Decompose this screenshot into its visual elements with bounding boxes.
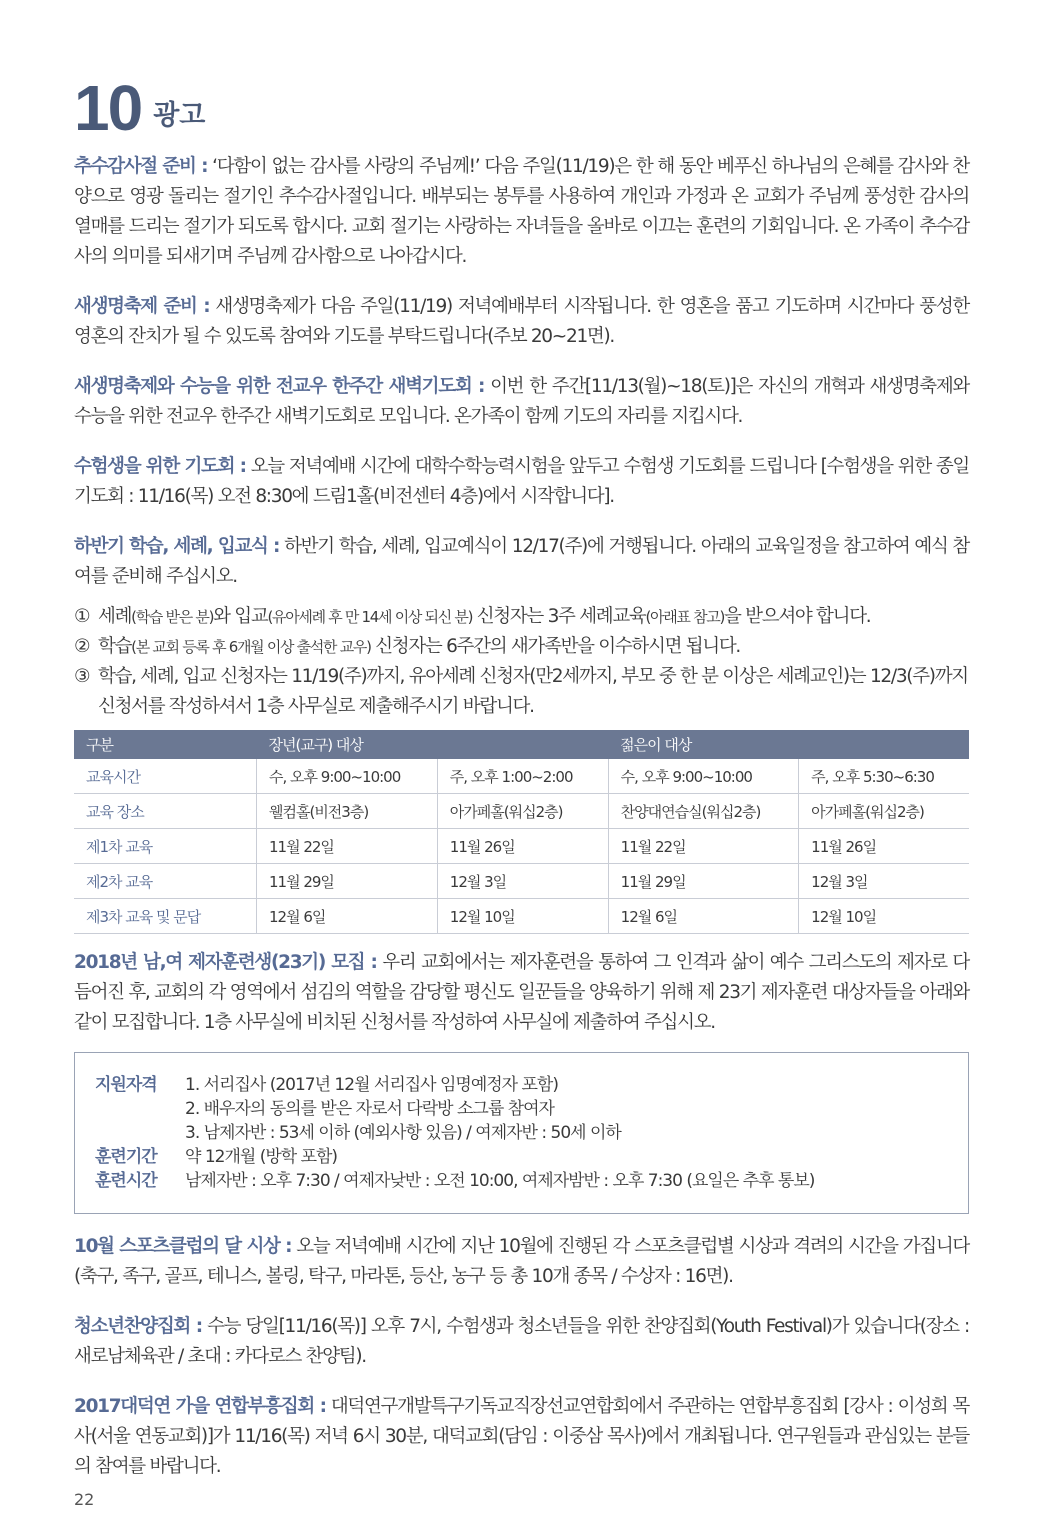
table-cell: 11월 29일: [608, 864, 799, 899]
item-number: ①: [74, 606, 90, 627]
qualification-item: 1. 서리집사 (2017년 12월 서리집사 임명예정자 포함): [185, 1075, 558, 1095]
table-cell: 12월 6일: [257, 899, 438, 934]
table-row: [74, 829, 969, 864]
qualification-item: 3. 남제자반 : 53세 이하 (예외사항 있음) / 여제자반 : 50세 이하: [185, 1123, 621, 1143]
table-row-label: 제1차 교육: [74, 829, 257, 864]
notice-baptism: [74, 532, 969, 592]
table-cell: 12월 3일: [799, 864, 969, 899]
table-cell: 12월 10일: [437, 899, 608, 934]
notice-heading: 2018년 남,여 제자훈련생(23기) 모집 :: [74, 952, 377, 973]
item-text-part: 을 받으셔야 합니다.: [724, 606, 871, 627]
table-header-row: [74, 730, 969, 759]
notice-dawn-prayer: [74, 372, 969, 432]
info-row-qualification: [95, 1073, 948, 1145]
notice-heading: 하반기 학습, 세례, 입교식 :: [74, 536, 280, 557]
table-cell: 아가페홀(워십2층): [437, 794, 608, 829]
info-label: 훈련기간: [95, 1147, 157, 1167]
info-value: 남제자반 : 오후 7:30 / 여제자낮반 : 오전 10:00, 여제자밤반 : 오후 7:30 (요일은 추후 통보): [185, 1171, 815, 1191]
education-schedule-table: [74, 730, 969, 934]
item-note: (유아세례 후 만 14세 이상 되신 분): [267, 608, 473, 626]
notice-heading: 수험생을 위한 기도회 :: [74, 456, 246, 477]
table-cell: 11월 22일: [257, 829, 438, 864]
table-cell: 11월 26일: [437, 829, 608, 864]
section-header: [74, 70, 969, 144]
discipleship-info-box: [74, 1052, 969, 1214]
notice-heading: 새생명축제와 수능을 위한 전교우 한주간 새벽기도회 :: [74, 376, 485, 397]
list-item: [74, 632, 969, 662]
table-row-label: 교육시간: [74, 759, 257, 794]
item-text-part: 신청자는 3주 세례교육: [472, 606, 646, 627]
notice-body: 오늘 저녁예배 시간에 대학수학능력시험을 앞두고 수험생 기도회를 드립니다 [수험생을 위한 종일기도회 : 11/16(목) 오전 8:30에 드림1홀(비전센터 4층)에서 시작합니다].: [74, 456, 969, 507]
table-header: 장년(교구) 대상: [257, 730, 609, 759]
table-cell: 아가페홀(워십2층): [799, 794, 969, 829]
table-header: 젊은이 대상: [608, 730, 969, 759]
notice-exam-prayer: [74, 452, 969, 512]
table-header: 구분: [74, 730, 257, 759]
notice-heading: 10월 스포츠클럽의 달 시상 :: [74, 1236, 292, 1257]
table-cell: 주, 오후 1:00~2:00: [437, 759, 608, 794]
section-title: 광고: [153, 100, 206, 131]
table-cell: 웰컴홀(비전3층): [257, 794, 438, 829]
list-item: [74, 662, 969, 722]
table-cell: 12월 6일: [608, 899, 799, 934]
table-row-label: 제3차 교육 및 문답: [74, 899, 257, 934]
notice-heading: 2017대덕연 가을 연합부흥집회 :: [74, 1396, 326, 1417]
item-text-part: 세례: [98, 606, 132, 627]
table-row: [74, 864, 969, 899]
notice-body: 대덕연구개발특구기독교직장선교연합회에서 주관하는 연합부흥집회 [강사 : 이성희 목사(서울 연동교회)]가 11/16(목) 저녁 6시 30분, 대덕교회(담임 : 이중삼 목사)에서 개최됩니다. 연구원들과 관심있는 분들의 참여를 바랍니다.: [74, 1396, 969, 1477]
table-row-label: 교육 장소: [74, 794, 257, 829]
item-text: [98, 632, 740, 662]
item-number: ②: [74, 636, 90, 657]
table-cell: 주, 오후 5:30~6:30: [799, 759, 969, 794]
notice-new-life-festival: [74, 292, 969, 352]
info-row-period: [95, 1145, 948, 1169]
qualification-item: 2. 배우자의 동의를 받은 자로서 다락방 소그룹 참여자: [185, 1099, 554, 1119]
notice-thanksgiving: [74, 152, 969, 272]
item-number: ③: [74, 666, 90, 687]
item-text-part: 신청자는 6주간의 새가족반을 이수하시면 됩니다.: [370, 636, 741, 657]
baptism-items: [74, 602, 969, 722]
item-text-part: 와 입교: [213, 606, 268, 627]
table-cell: 11월 26일: [799, 829, 969, 864]
info-label: 지원자격: [95, 1075, 157, 1095]
notice-body: 우리 교회에서는 제자훈련을 통하여 그 인격과 삶이 예수 그리스도의 제자로 다듬어진 후, 교회의 각 영역에서 섬김의 역할을 감당할 평신도 일꾼들을 양육하기 위해 제 23기 제자훈련 대상자들을 아래와 같이 모집합니다. 1층 사무실에 비치된 신청서를 작성하여 사무실에 제출하여 주십시오.: [74, 952, 969, 1033]
notice-heading: 청소년찬양집회 :: [74, 1316, 202, 1337]
table-cell: 찬양대연습실(워십2층): [608, 794, 799, 829]
item-text-part: 학습: [98, 636, 132, 657]
item-text: [98, 602, 870, 632]
notice-body: ‘다함이 없는 감사를 사랑의 주님께!’ 다음 주일(11/19)은 한 해 동안 베푸신 하나님의 은혜를 감사와 찬양으로 영광 돌리는 절기인 추수감사절입니다. 배부되는 봉투를 사용하여 개인과 가정과 온 교회가 주님께 풍성한 감사의 열매를 드리는 절기가 되도록 합시다. 교회 절기는 사랑하는 자녀들을 올바로 이끄는 훈련의 기회입니다. 온 가족이 추수감사의 의미를 되새기며 주님께 감사함으로 나아갑시다.: [74, 156, 969, 267]
table-cell: 12월 3일: [437, 864, 608, 899]
table-row: [74, 899, 969, 934]
table-cell: 수, 오후 9:00~10:00: [608, 759, 799, 794]
item-note: (본 교회 등록 후 6개월 이상 출석한 교우): [131, 638, 371, 656]
table-cell: 수, 오후 9:00~10:00: [257, 759, 438, 794]
list-item: [74, 602, 969, 632]
table-row-label: 제2차 교육: [74, 864, 257, 899]
item-note: (아래표 참고): [645, 608, 725, 626]
notice-heading: 추수감사절 준비 :: [74, 156, 208, 177]
info-values: [185, 1073, 621, 1145]
notice-body: 오늘 저녁예배 시간에 지난 10월에 진행된 각 스포츠클럽별 시상과 격려의 시간을 가집니다(축구, 족구, 골프, 테니스, 볼링, 탁구, 마라톤, 등산, 농구 등 총 10개 종목 / 수상자 : 16면).: [74, 1236, 969, 1287]
page-content: [74, 70, 969, 1502]
item-note: (학습 받은 분): [131, 608, 214, 626]
notice-discipleship: [74, 948, 969, 1038]
notice-sports-club: [74, 1232, 969, 1292]
notice-revival-meeting: [74, 1392, 969, 1482]
item-text: 학습, 세례, 입교 신청자는 11/19(주)까지, 유아세례 신청자(만2세까지, 부모 중 한 분 이상은 세례교인)는 12/3(주)까지 신청서를 작성하셔서 1층 사무실로 제출해주시기 바랍니다.: [98, 666, 968, 717]
notice-body: 수능 당일[11/16(목)] 오후 7시, 수험생과 청소년들을 위한 찬양집회(Youth Festival)가 있습니다(장소 : 새로남체육관 / 초대 : 카다로스 찬양팀).: [74, 1316, 969, 1367]
table-row: [74, 794, 969, 829]
info-label: 훈련시간: [95, 1171, 157, 1191]
notice-heading: 새생명축제 준비 :: [74, 296, 210, 317]
section-number: 10: [74, 72, 142, 144]
notice-body: 하반기 학습, 세례, 입교예식이 12/17(주)에 거행됩니다. 아래의 교육일정을 참고하여 예식 참여를 준비해 주십시오.: [74, 536, 969, 587]
table-cell: 11월 29일: [257, 864, 438, 899]
notice-body: 새생명축제가 다음 주일(11/19) 저녁예배부터 시작됩니다. 한 영혼을 품고 기도하며 시간마다 풍성한 영혼의 잔치가 될 수 있도록 참여와 기도를 부탁드립니다(주보 20~21면).: [74, 296, 969, 347]
page-number: 22: [74, 1490, 95, 1509]
notice-youth-festival: [74, 1312, 969, 1372]
notice-body: 이번 한 주간[11/13(월)~18(토)]은 자신의 개혁과 새생명축제와 수능을 위한 전교우 한주간 새벽기도회로 모입니다. 온가족이 함께 기도의 자리를 지킵시다.: [74, 376, 969, 427]
info-value: 약 12개월 (방학 포함): [185, 1147, 338, 1167]
table-row: [74, 759, 969, 794]
table-cell: 11월 22일: [608, 829, 799, 864]
table-cell: 12월 10일: [799, 899, 969, 934]
info-row-time: [95, 1169, 948, 1193]
